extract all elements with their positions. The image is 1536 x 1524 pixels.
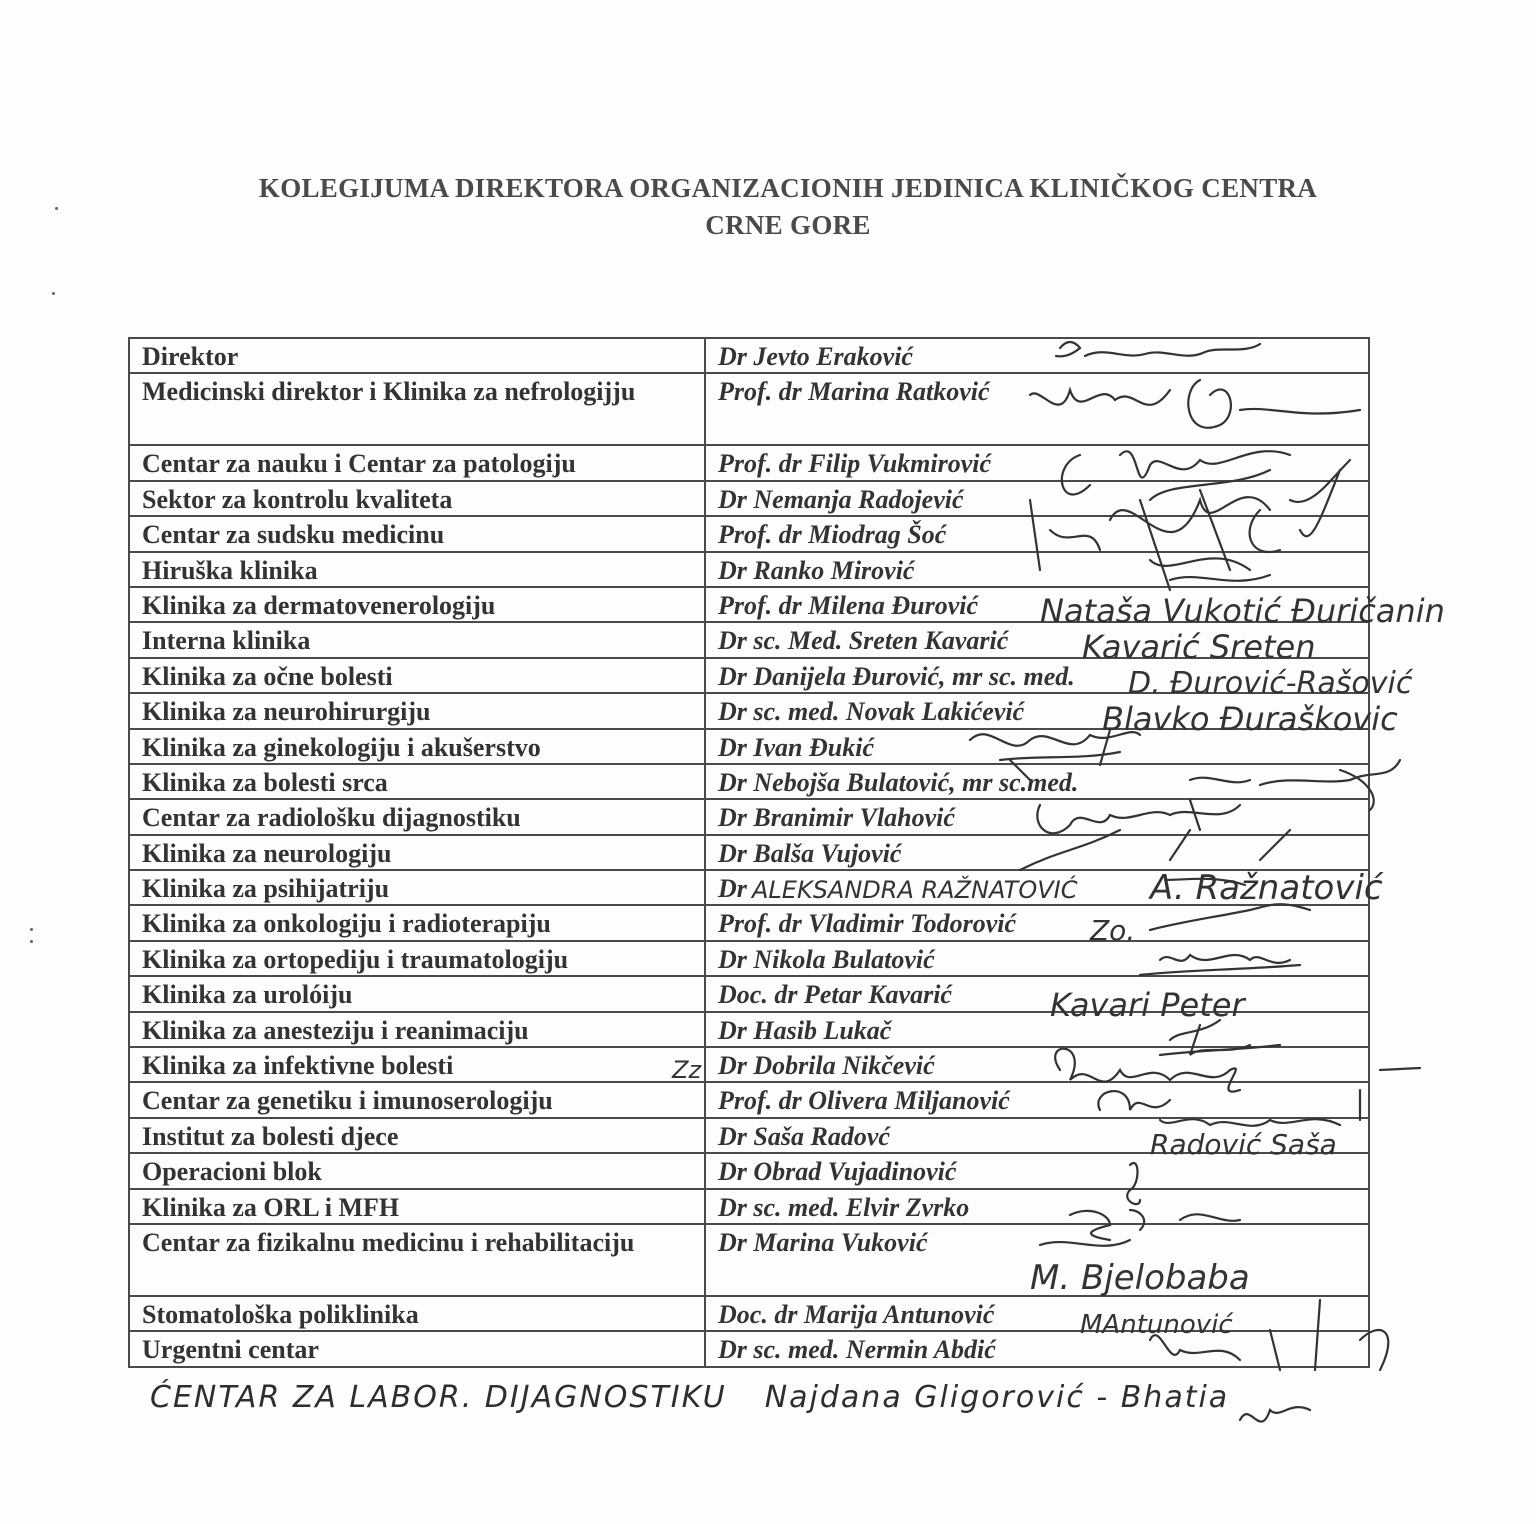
unit-name-cell: Klinika za neurohirurgiju [129,693,705,728]
table-row [129,658,1369,693]
head-name-cell: Dr sc. med. Nermin Abdić [705,1331,1369,1366]
table-row [129,1153,1369,1188]
unit-name-cell: Klinika za onkologiju i radioterapiju [129,905,705,940]
table-row [129,587,1369,622]
head-name-cell: Dr Obrad Vujadinović [705,1153,1369,1188]
head-name-cell: Dr Saša Radovć [705,1118,1369,1153]
handwritten-signature-psih: A. Ražnatović [1150,868,1383,908]
head-name-cell: Prof. dr Marina Ratković [705,373,1369,445]
table-row [129,693,1369,728]
head-name-cell: Dr [705,870,1369,905]
unit-name-cell: Institut za bolesti djece [129,1118,705,1153]
scan-speck [52,292,55,295]
handwritten-name-neurohir: Blavko Đuraškovic [1102,700,1398,738]
unit-name-cell: Stomatološka poliklinika [129,1296,705,1331]
handwritten-name-psih-inline: ALEKSANDRA RAŽNATOVIĆ [752,876,1078,904]
head-name-cell: Dr Hasib Lukač [705,1012,1369,1047]
head-name-cell: Doc. dr Marija Antunović [705,1296,1369,1331]
unit-name-cell: Centar za radiološku dijagnostiku [129,799,705,834]
table-row [129,764,1369,799]
handwritten-name-fizik: M. Bjelobaba [1030,1258,1250,1298]
table-row [129,835,1369,870]
unit-name-cell: Centar za nauku i Centar za patologiju [129,445,705,480]
head-name-cell: Dr Balša Vujović [705,835,1369,870]
table-row [129,870,1369,905]
table-row [129,481,1369,516]
table-row [129,941,1369,976]
unit-name-cell: Hiruška klinika [129,552,705,587]
handwritten-name-urol: Kavari Peter [1050,986,1245,1024]
head-name-cell: Dr sc. med. Novak Lakićević [705,693,1369,728]
handwritten-name-interna: Kavarić Sreten [1082,628,1316,666]
unit-name-cell: Klinika za urolóiju [129,976,705,1011]
unit-name-cell: Klinika za dermatovenerologiju [129,587,705,622]
handwritten-bottom-name: Najdana Gligorović - Bhatia [764,1380,1230,1415]
table-row [129,373,1369,445]
head-name-cell: Dr Ivan Đukić [705,729,1369,764]
head-name-cell: Dr Marina Vuković [705,1224,1369,1296]
head-name-cell: Prof. dr Miodrag Šoć [705,516,1369,551]
unit-name-cell: Klinika za ginekologiju i akušerstvo [129,729,705,764]
unit-name-cell: Medicinski direktor i Klinika za nefrologijju [129,373,705,445]
unit-name-cell: Klinika za ortopediju i traumatologiju [129,941,705,976]
head-name-cell: Dr Ranko Mirović [705,552,1369,587]
scan-speck [30,940,33,943]
handwritten-name-stomat: MAntunović [1080,1310,1233,1340]
unit-name-cell: Klinika za ORL i MFH [129,1189,705,1224]
unit-name-cell: Klinika za neurologiju [129,835,705,870]
table-row [129,1082,1369,1117]
head-name-cell: Dr sc. Med. Sreten Kavarić [705,622,1369,657]
head-name-cell: Prof. dr Vladimir Todorović [705,905,1369,940]
unit-name-cell: Centar za genetiku i imunoserologiju [129,1082,705,1117]
handwritten-name-dermato: Nataša Vukotić Đuričanin [1040,592,1445,630]
handwritten-name-ocne: D. Đurović-Rašović [1128,666,1413,701]
table-row [129,729,1369,764]
table-row [129,799,1369,834]
table-row [129,622,1369,657]
head-name-cell: Prof. dr Milena Đurović [705,587,1369,622]
head-name-cell: Dr Jevto Eraković [705,338,1369,373]
unit-name-cell: Klinika za anesteziju i reanimaciju [129,1012,705,1047]
table-row [129,1118,1369,1153]
table-row [129,1047,1369,1082]
table-row [129,552,1369,587]
head-name-cell: Dr Nikola Bulatović [705,941,1369,976]
handwritten-name-radov: Radović Saša [1150,1128,1337,1161]
head-name-cell: Dr Danijela Đurović, mr sc. med. [705,658,1369,693]
unit-name-cell: Interna klinika [129,622,705,657]
unit-name-cell: Centar za sudsku medicinu [129,516,705,551]
handwritten-bottom-unit: ĆENTAR ZA LABOR. DIJAGNOSTIKU [150,1380,727,1415]
document-title: KOLEGIJUMA DIREKTORA ORGANIZACIONIH JEDINICA KLINIČKOG CENTRA [258,173,1318,203]
handwritten-bottom-entry [150,1380,1267,1415]
table-row [129,516,1369,551]
head-name-cell: Dr Branimir Vlahović [705,799,1369,834]
table-row [129,1331,1369,1366]
table-row [129,1296,1369,1331]
document-subtitle: CRNE GORE [705,210,871,240]
unit-name-cell: Klinika za psihijatriju [129,870,705,905]
head-name-cell: Prof. dr Filip Vukmirović [705,445,1369,480]
table-row [129,976,1369,1011]
handwritten-mark-onko: Zo. [1090,914,1136,947]
table-row [129,1224,1369,1296]
unit-name-cell: Klinika za očne bolesti [129,658,705,693]
head-name-cell: Dr Nemanja Radojević [705,481,1369,516]
head-name-cell: Dr Nebojša Bulatović, mr sc.med. [705,764,1369,799]
table-row [129,338,1369,373]
unit-name-cell: Centar za fizikalnu medicinu i rehabilitaciju [129,1224,705,1296]
scan-speck [55,207,58,210]
head-name-cell: Prof. dr Olivera Miljanović [705,1082,1369,1117]
table-row [129,1012,1369,1047]
handwritten-prefix-infekt: Zz [672,1056,702,1084]
unit-name-cell: Klinika za bolesti srca [129,764,705,799]
unit-name-cell: Urgentni centar [129,1331,705,1366]
roster-table [128,337,1370,1368]
table-row [129,445,1369,480]
table-row [129,905,1369,940]
head-name-cell: Dr Dobrila Nikčević [705,1047,1369,1082]
unit-name-cell: Klinika za infektivne bolesti [129,1047,705,1082]
unit-name-cell: Operacioni blok [129,1153,705,1188]
scan-speck [30,928,33,931]
head-name-cell: Dr sc. med. Elvir Zvrko [705,1189,1369,1224]
unit-name-cell: Sektor za kontrolu kvaliteta [129,481,705,516]
table-row [129,1189,1369,1224]
unit-name-cell: Direktor [129,338,705,373]
head-name-cell: Doc. dr Petar Kavarić [705,976,1369,1011]
